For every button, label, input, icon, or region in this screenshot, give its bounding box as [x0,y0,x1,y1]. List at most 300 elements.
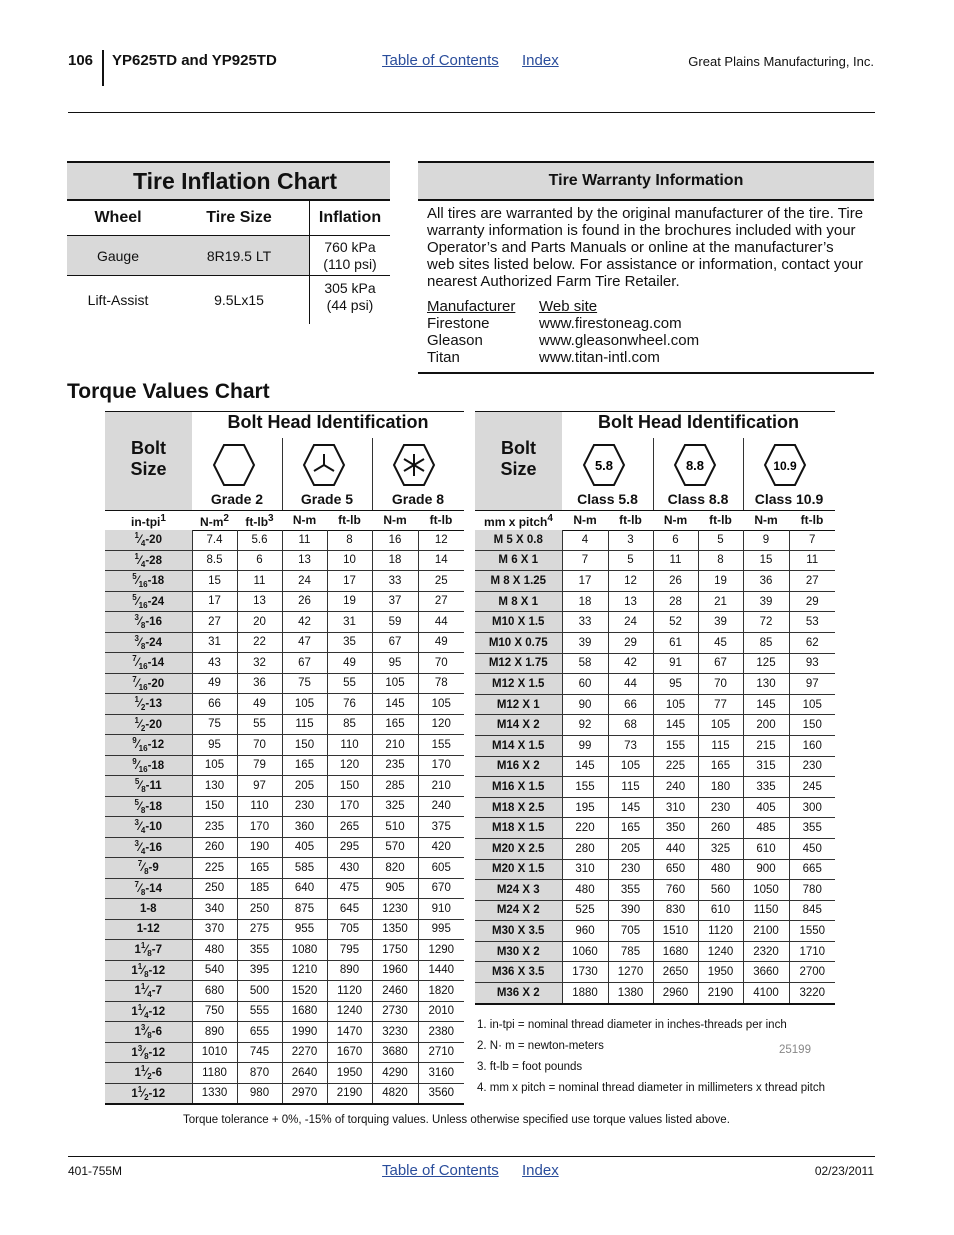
bolt-size-cell: M30 X 3.5 [475,921,562,942]
bolt-size-cell: $^9⁄_{16}-18$ [105,755,192,776]
size-numerator: 3 [137,1043,143,1053]
ftlb-unit: ft-lb [619,513,642,527]
bolt-size-cell: M20 X 2.5 [475,838,562,859]
torque-value-cell: 480 [192,940,237,961]
table-of-contents-link[interactable]: Table of Contents [382,52,499,69]
torque-value-cell: 2100 [743,921,789,942]
torque-value-cell: 1820 [418,981,464,1002]
torque-value-cell: 300 [789,797,835,818]
mm-pitch-unit [475,513,562,529]
bolt-size-cell: $^5⁄_{16}-24$ [105,591,192,612]
bolt-size-label [475,438,562,480]
torque-value-cell: 1270 [608,962,653,983]
torque-value-cell: 17 [327,571,372,592]
bolt-size-line: Size [500,459,537,479]
torque-value-cell: 230 [698,797,743,818]
torque-value-cell: 1960 [372,960,418,981]
torque-value-cell: 165 [698,756,743,777]
torque-value-cell: 890 [192,1022,237,1043]
torque-value-cell: 650 [653,859,698,880]
class-mark: 5.8 [594,458,614,473]
size-denominator: 16 [138,580,148,590]
bolt-size-cell: $^7⁄_{16}-20$ [105,673,192,694]
size-numerator: 1 [134,695,139,705]
torque-value-cell: 33 [372,571,418,592]
in-tpi-unit [105,513,192,529]
torque-value-cell: 165 [608,818,653,839]
torque-value-cell: 905 [372,878,418,899]
torque-value-cell: 105 [789,694,835,715]
size-numerator: 1 [137,1002,143,1012]
torque-value-cell: 62 [789,632,835,653]
size-denominator: 8 [140,641,146,651]
torque-value-cell: 4 [562,530,608,550]
torque-value-cell: 7.4 [192,530,237,550]
torque-value-cell: 340 [192,899,237,920]
torque-value-cell: 360 [282,817,327,838]
bolt-size-cell: $1^3⁄_8-6$ [105,1022,192,1043]
torque-value-cell: 760 [653,880,698,901]
bolt-size-cell: M12 X 1.75 [475,653,562,674]
torque-value-cell: 145 [608,797,653,818]
torque-value-cell: 205 [608,838,653,859]
torque-value-cell: 28 [653,591,698,612]
bolt-size-cell: M18 X 2.5 [475,797,562,818]
size-numerator: 1 [134,531,139,541]
manufacturer-list [427,298,865,366]
table-row [105,858,464,879]
table-row [105,653,464,674]
torque-value-cell: 29 [789,591,835,612]
torque-value-cell: 750 [192,1001,237,1022]
bolt-size-cell: M20 X 1.5 [475,859,562,880]
torque-value-cell: 19 [327,591,372,612]
torque-value-cell: 395 [237,960,282,981]
torque-value-cell: 640 [282,878,327,899]
torque-value-cell: 72 [743,612,789,633]
torque-value-cell: 195 [562,797,608,818]
torque-value-cell: 230 [789,756,835,777]
torque-values-title: Torque Values Chart [67,380,270,403]
torque-value-cell: 29 [608,632,653,653]
class-head-icons [562,440,835,490]
torque-value-cell: 900 [743,859,789,880]
table-row [475,859,835,880]
torque-value-cell: 15 [192,571,237,592]
header-rule [68,112,875,113]
table-row [105,776,464,797]
bolt-size-cell: $1^1⁄_8-7$ [105,940,192,961]
bolt-size-cell: $1^1⁄_4-7$ [105,981,192,1002]
table-row [475,818,835,839]
size-denominator: 2 [140,703,146,713]
table-row [475,612,835,633]
torque-value-cell: 95 [653,674,698,695]
torque-value-cell: 180 [698,777,743,798]
torque-value-cell: 190 [237,837,282,858]
manufacturer-name: Gleason [427,332,483,349]
size-numerator: 5 [134,797,139,807]
size-denominator: 16 [138,764,148,774]
bolt-size-label [105,438,192,480]
size-denominator: 8 [140,805,146,815]
table-row [475,983,835,1004]
torque-value-cell: 1470 [327,1022,372,1043]
torque-value-cell: 3220 [789,983,835,1004]
torque-value-cell: 170 [237,817,282,838]
torque-value-cell: 555 [237,1001,282,1022]
torque-value-cell: 655 [237,1022,282,1043]
torque-value-cell: 1080 [282,940,327,961]
size-denominator: 4 [140,826,146,836]
torque-value-cell: 130 [192,776,237,797]
torque-tolerance-note: Torque tolerance + 0%, -15% of torquing values. Unless otherwise specified use torque values listed above. [183,1114,730,1126]
bolt-size-cell: $1^1⁄_4-12$ [105,1001,192,1022]
unit-text: mm x pitch [484,515,548,529]
bolt-size-cell: $^3⁄_8-16$ [105,612,192,633]
torque-value-cell: 35 [327,632,372,653]
footnote: 3. ft-lb = foot pounds [477,1061,583,1073]
size-whole: 1 [134,1026,141,1039]
class-mark: 8.8 [685,458,705,473]
unit-note: 1 [160,513,166,524]
torque-value-cell: 2010 [418,1001,464,1022]
table-row [105,694,464,715]
size-thread: -6 [151,1026,162,1039]
tire-warranty-title: Tire Warranty Information [418,161,874,201]
torque-value-cell: 22 [237,632,282,653]
torque-value-cell: 145 [743,694,789,715]
torque-value-cell: 150 [192,796,237,817]
torque-value-cell: 25 [418,571,464,592]
bolt-size-cell: $^5⁄_8-18$ [105,796,192,817]
unit-note: 3 [268,513,274,524]
footer-index-link[interactable]: Index [522,1162,559,1179]
torque-value-cell: 560 [698,880,743,901]
torque-value-cell: 585 [282,858,327,879]
torque-value-cell: 115 [698,735,743,756]
torque-value-cell: 480 [698,859,743,880]
torque-value-cell: 250 [237,899,282,920]
table-row [475,694,835,715]
bolt-size-line: Size [130,459,167,479]
torque-value-cell: 2710 [418,1042,464,1063]
torque-value-cell: 2270 [282,1042,327,1063]
torque-value-cell: 105 [372,673,418,694]
torque-value-cell: 2650 [653,962,698,983]
metric-table-header [475,411,835,511]
torque-value-cell: 245 [789,777,835,798]
torque-value-cell: 875 [282,899,327,920]
size-thread: -12 [148,964,166,977]
size-numerator: 5 [134,777,140,787]
torque-value-cell: 670 [418,878,464,899]
size-whole: 1 [131,1005,138,1018]
torque-value-cell: 18 [562,591,608,612]
torque-value-cell: 27 [789,571,835,592]
table-row [105,981,464,1002]
table-row [105,735,464,756]
table-row [475,530,835,550]
torque-value-cell: 820 [372,858,418,879]
torque-value-cell: 1950 [698,962,743,983]
size-numerator: 5 [132,592,137,602]
torque-value-cell: 105 [608,756,653,777]
warranty-text: All tires are warranted by the original manufacturer of the tire. Tire warranty information is found in the brochures included with your Operator’s and Parts Manuals or online at the manufacturer’s web sites listed below. For assistance or information, contact your nearest Authorized Farm Tire Retailer. [427,205,864,290]
tire-inflation-table [67,201,390,324]
size-denominator: 4 [140,846,146,856]
torque-value-cell: 3560 [418,1083,464,1104]
bolt-size-cell: $1^1⁄_2-6$ [105,1063,192,1084]
torque-value-cell: 93 [789,653,835,674]
torque-value-cell: 24 [608,612,653,633]
unit-note: 2 [223,513,229,524]
torque-value-cell: 130 [743,674,789,695]
torque-value-cell: 44 [608,674,653,695]
torque-value-cell: 355 [237,940,282,961]
torque-value-cell: 830 [653,900,698,921]
size-thread: -12 [148,1005,166,1018]
torque-value-cell: 230 [282,796,327,817]
table-row [105,550,464,571]
table-row [105,612,464,633]
torque-value-cell: 60 [562,674,608,695]
torque-value-cell: 44 [418,612,464,633]
torque-value-cell: 170 [418,755,464,776]
torque-value-cell: 3680 [372,1042,418,1063]
table-row [105,1022,464,1043]
class-10-9-head-icon [765,445,805,485]
torque-value-cell: 105 [698,715,743,736]
torque-value-cell: 115 [608,777,653,798]
inch-table-header [105,411,464,511]
torque-value-cell: 225 [653,756,698,777]
table-row [105,632,464,653]
size-denominator: 4 [147,990,152,1000]
footer-table-of-contents-link[interactable]: Table of Contents [382,1162,499,1179]
ftlb-unit [237,513,282,529]
torque-value-cell: 510 [372,817,418,838]
torque-value-cell: 295 [327,837,372,858]
torque-value-cell: 430 [327,858,372,879]
torque-value-cell: 70 [698,674,743,695]
torque-value-cell: 165 [237,858,282,879]
torque-value-cell: 1950 [327,1063,372,1084]
torque-value-cell: 105 [418,694,464,715]
torque-value-cell: 13 [608,591,653,612]
unit-text: in-tpi [131,515,161,529]
size-thread: -12 [148,1046,166,1059]
tire-inflation-chart [67,161,390,324]
torque-value-cell: 27 [192,612,237,633]
class-mark: 10.9 [773,459,797,473]
bolt-size-cell: M14 X 1.5 [475,735,562,756]
torque-value-cell: 79 [237,755,282,776]
torque-value-cell: 97 [237,776,282,797]
unit-text: N-m [200,515,224,529]
torque-value-cell: 2190 [327,1083,372,1104]
manufacturer-name: Titan [427,349,460,366]
table-row [475,653,835,674]
torque-value-cell: 17 [192,591,237,612]
torque-value-cell: 325 [372,796,418,817]
torque-value-cell: 1670 [327,1042,372,1063]
bolt-size-cell: $^5⁄_8-11$ [105,776,192,797]
torque-value-cell: 42 [608,653,653,674]
bolt-size-cell: M 8 X 1 [475,591,562,612]
nm-unit: N-m [573,513,597,527]
size-whole: 1 [134,1067,141,1080]
bolt-size-cell: M18 X 1.5 [475,818,562,839]
unit-text: ft-lb [245,515,269,529]
bolt-size-cell: $^1⁄_4-28$ [105,550,192,571]
bolt-size-cell: M12 X 1.5 [475,674,562,695]
torque-value-cell: 2460 [372,981,418,1002]
size-denominator: 2 [144,1092,149,1102]
size-thread: -13 [145,698,162,711]
torque-value-cell: 55 [237,714,282,735]
torque-value-cell: 645 [327,899,372,920]
nm-unit: N-m [292,513,317,527]
metric-units-row [475,510,835,531]
size-denominator: 2 [147,1072,152,1082]
torque-value-cell: 43 [192,653,237,674]
torque-value-cell: 705 [327,919,372,940]
torque-value-cell: 115 [282,714,327,735]
bolt-size-cell: M36 X 2 [475,983,562,1004]
size-numerator: 7 [137,859,143,869]
size-whole: 1 [134,985,141,998]
torque-value-cell: 310 [653,797,698,818]
bolt-size-cell: M36 X 3.5 [475,962,562,983]
size-thread: -9 [148,862,159,875]
torque-value-cell: 1990 [282,1022,327,1043]
torque-value-cell: 17 [562,571,608,592]
size-denominator: 16 [138,682,148,692]
torque-value-cell: 450 [789,838,835,859]
bolt-size-cell: M 6 X 1 [475,550,562,571]
torque-value-cell: 375 [418,817,464,838]
table-row [105,960,464,981]
bolt-size-cell: $1^1⁄_8-12$ [105,960,192,981]
torque-value-cell: 1210 [282,960,327,981]
table-row [105,1063,464,1084]
size-whole: 1-12 [136,923,160,936]
ftlb-unit: ft-lb [338,513,361,527]
torque-value-cell: 45 [698,632,743,653]
torque-value-cell: 2970 [282,1083,327,1104]
size-denominator: 8 [144,867,149,877]
size-thread: -20 [145,718,162,731]
torque-value-cell: 6 [237,550,282,571]
size-cell: 8R19.5 LT [206,247,272,264]
torque-value-cell: 120 [418,714,464,735]
torque-value-cell: 785 [608,941,653,962]
torque-value-cell: 92 [562,715,608,736]
torque-value-cell: 21 [698,591,743,612]
torque-value-cell: 3160 [418,1063,464,1084]
size-thread: -18 [145,800,162,813]
table-row [105,591,464,612]
torque-value-cell: 795 [327,940,372,961]
footnotes [477,1018,827,1102]
torque-value-cell: 66 [608,694,653,715]
company-name: Great Plains Manufacturing, Inc. [688,54,874,69]
torque-value-cell: 1680 [282,1001,327,1022]
torque-value-cell: 85 [743,632,789,653]
torque-value-cell: 24 [282,571,327,592]
size-whole: 1-8 [139,902,157,915]
grade2-head-icon [214,445,254,485]
bolt-size-cell: M14 X 2 [475,715,562,736]
torque-value-cell: 42 [282,612,327,633]
torque-value-cell: 39 [743,591,789,612]
size-thread: -10 [145,821,162,834]
torque-value-cell: 1330 [192,1083,237,1104]
torque-value-cell: 145 [372,694,418,715]
size-numerator: 1 [140,941,146,951]
torque-value-cell: 280 [562,838,608,859]
torque-value-cell: 61 [653,632,698,653]
manufacturer-name: Firestone [427,315,490,332]
torque-value-cell: 1680 [653,941,698,962]
table-row [475,941,835,962]
torque-value-cell: 235 [372,755,418,776]
table-row [475,591,835,612]
footnote: 2. N· m = newton-meters [477,1040,604,1052]
torque-value-cell: 260 [698,818,743,839]
bolt-size-cell: M30 X 2 [475,941,562,962]
torque-value-cell: 890 [327,960,372,981]
size-numerator: 3 [134,838,139,848]
tire-inflation-title: Tire Inflation Chart [67,161,390,201]
torque-value-cell: 335 [743,777,789,798]
inflation-cell [310,236,391,276]
table-row [105,796,464,817]
grade5-head-icon [304,445,344,485]
torque-value-cell: 67 [698,653,743,674]
bolt-size-cell: M16 X 2 [475,756,562,777]
torque-value-cell: 11 [282,530,327,550]
table-row [105,899,464,920]
table-row [105,837,464,858]
torque-value-cell: 145 [562,756,608,777]
torque-value-cell: 220 [562,818,608,839]
torque-value-cell: 91 [653,653,698,674]
torque-value-cell: 500 [237,981,282,1002]
inflation-psi: (44 psi) [326,297,374,313]
torque-value-cell: 1120 [327,981,372,1002]
torque-value-cell: 90 [562,694,608,715]
table-row [475,838,835,859]
torque-value-cell: 1240 [698,941,743,962]
header-divider [102,50,104,86]
torque-value-cell: 8.5 [192,550,237,571]
torque-value-cell: 215 [743,735,789,756]
torque-value-cell: 2730 [372,1001,418,1022]
torque-value-cell: 67 [282,653,327,674]
size-denominator: 8 [147,949,152,959]
torque-value-cell: 76 [327,694,372,715]
torque-value-cell: 97 [789,674,835,695]
torque-value-cell: 420 [418,837,464,858]
size-thread: -16 [145,841,162,854]
bolt-size-cell: $^3⁄_4-10$ [105,817,192,838]
torque-value-cell: 49 [327,653,372,674]
torque-value-cell: 75 [282,673,327,694]
torque-value-cell: 390 [608,900,653,921]
index-link[interactable]: Index [522,52,559,69]
